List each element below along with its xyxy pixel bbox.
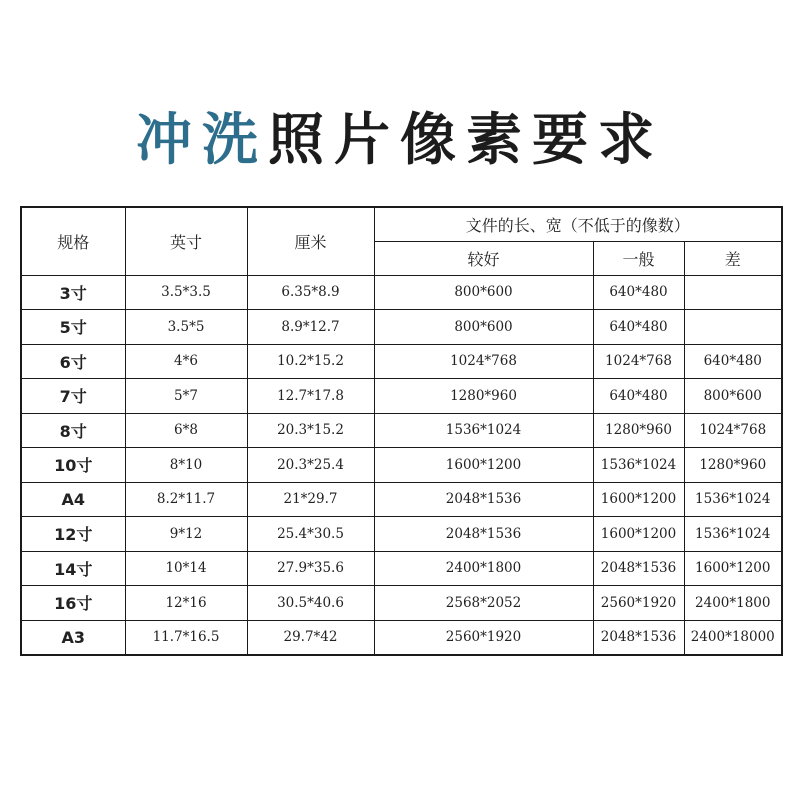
cell-normal: 1536*1024 (593, 448, 684, 483)
cell-cm: 10.2*15.2 (247, 344, 374, 379)
cell-poor: 1280*960 (684, 448, 782, 483)
cell-spec: A3 (21, 620, 125, 655)
cell-normal: 2048*1536 (593, 620, 684, 655)
header-row-1 (21, 207, 782, 241)
title-rest: 照片像素要求 (268, 108, 664, 173)
cell-inch: 8*10 (125, 448, 247, 483)
cell-spec: 6寸 (21, 344, 125, 379)
table-row (21, 551, 782, 586)
cell-poor (684, 275, 782, 310)
cell-normal: 2048*1536 (593, 551, 684, 586)
cell-normal: 2560*1920 (593, 586, 684, 621)
header-cm: 厘米 (247, 207, 374, 275)
cell-good: 2400*1800 (374, 551, 593, 586)
cell-spec: 7寸 (21, 379, 125, 414)
cell-cm: 30.5*40.6 (247, 586, 374, 621)
table-row (21, 620, 782, 655)
cell-good: 1280*960 (374, 379, 593, 414)
cell-poor: 1536*1024 (684, 482, 782, 517)
cell-inch: 6*8 (125, 413, 247, 448)
cell-inch: 12*16 (125, 586, 247, 621)
title-accent: 冲洗 (136, 108, 268, 173)
cell-cm: 27.9*35.6 (247, 551, 374, 586)
table-row (21, 448, 782, 483)
cell-poor: 640*480 (684, 344, 782, 379)
cell-cm: 20.3*25.4 (247, 448, 374, 483)
header-good: 较好 (374, 241, 593, 275)
cell-poor: 800*600 (684, 379, 782, 414)
cell-good: 2048*1536 (374, 482, 593, 517)
cell-inch: 3.5*3.5 (125, 275, 247, 310)
cell-spec: 5寸 (21, 310, 125, 345)
cell-spec: 16寸 (21, 586, 125, 621)
cell-spec: 12寸 (21, 517, 125, 552)
cell-good: 800*600 (374, 310, 593, 345)
cell-cm: 29.7*42 (247, 620, 374, 655)
cell-poor: 2400*18000 (684, 620, 782, 655)
cell-good: 2048*1536 (374, 517, 593, 552)
cell-spec: 14寸 (21, 551, 125, 586)
table-row (21, 413, 782, 448)
cell-good: 800*600 (374, 275, 593, 310)
cell-poor: 2400*1800 (684, 586, 782, 621)
cell-good: 2568*2052 (374, 586, 593, 621)
cell-spec: 3寸 (21, 275, 125, 310)
cell-cm: 6.35*8.9 (247, 275, 374, 310)
cell-inch: 3.5*5 (125, 310, 247, 345)
table-row (21, 344, 782, 379)
cell-cm: 25.4*30.5 (247, 517, 374, 552)
cell-poor: 1536*1024 (684, 517, 782, 552)
cell-inch: 11.7*16.5 (125, 620, 247, 655)
cell-inch: 9*12 (125, 517, 247, 552)
table-row (21, 310, 782, 345)
cell-cm: 20.3*15.2 (247, 413, 374, 448)
table-row (21, 275, 782, 310)
cell-cm: 12.7*17.8 (247, 379, 374, 414)
cell-inch: 4*6 (125, 344, 247, 379)
cell-cm: 8.9*12.7 (247, 310, 374, 345)
header-normal: 一般 (593, 241, 684, 275)
page-title (0, 106, 800, 176)
header-inch: 英寸 (125, 207, 247, 275)
table-row (21, 586, 782, 621)
cell-normal: 640*480 (593, 379, 684, 414)
cell-spec: 10寸 (21, 448, 125, 483)
cell-poor: 1024*768 (684, 413, 782, 448)
cell-cm: 21*29.7 (247, 482, 374, 517)
table-row (21, 517, 782, 552)
cell-normal: 1024*768 (593, 344, 684, 379)
table-row (21, 482, 782, 517)
cell-inch: 10*14 (125, 551, 247, 586)
header-poor: 差 (684, 241, 782, 275)
cell-normal: 640*480 (593, 310, 684, 345)
cell-good: 1536*1024 (374, 413, 593, 448)
header-spec: 规格 (21, 207, 125, 275)
table-body (21, 275, 782, 655)
cell-poor (684, 310, 782, 345)
photo-pixel-table (20, 206, 783, 656)
cell-normal: 640*480 (593, 275, 684, 310)
cell-poor: 1600*1200 (684, 551, 782, 586)
cell-spec: A4 (21, 482, 125, 517)
cell-spec: 8寸 (21, 413, 125, 448)
header-pixels-group: 文件的长、宽（不低于的像数） (374, 207, 782, 241)
cell-inch: 5*7 (125, 379, 247, 414)
cell-inch: 8.2*11.7 (125, 482, 247, 517)
table-row (21, 379, 782, 414)
cell-good: 1600*1200 (374, 448, 593, 483)
cell-good: 1024*768 (374, 344, 593, 379)
cell-normal: 1280*960 (593, 413, 684, 448)
cell-normal: 1600*1200 (593, 482, 684, 517)
cell-good: 2560*1920 (374, 620, 593, 655)
cell-normal: 1600*1200 (593, 517, 684, 552)
